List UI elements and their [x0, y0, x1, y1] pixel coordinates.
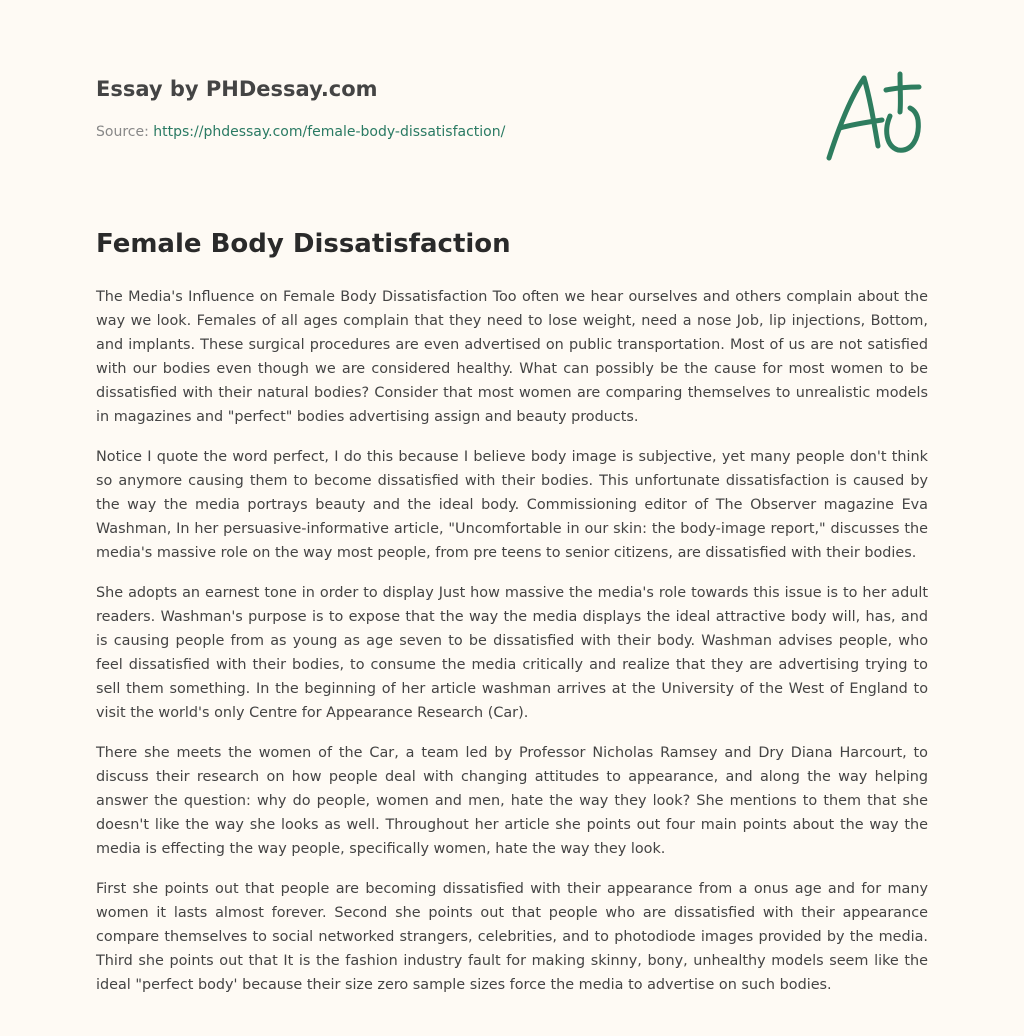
source-link[interactable]: https://phdessay.com/female-body-dissatisfaction/ [153, 124, 506, 140]
paragraph: She adopts an earnest tone in order to display Just how massive the media's role towards this issue is to her adult readers. Washman's purpose is to expose that the way the media displays the ideal attractive body will, has, and is causing people from as young as age seven to be dissatisfied with their body. Washman advises people, who feel dissatisfied with their bodies, to consume the media critically and realize that they are advertising trying to sell them something. In the beginning of her article washman arrives at the University of the West of England to visit the world's only Centre for Appearance Research (Car). [96, 585, 928, 721]
a-plus-grade-logo-icon [820, 68, 930, 164]
paragraph: There she meets the women of the Car, a team led by Professor Nicholas Ramsey and Dry Diana Harcourt, to discuss their research on how people deal with changing attitudes to appearance, and along the way helping answer the question: why do people, women and men, hate the way they look? She mentions to them that she doesn't like the way she looks as well. Throughout her article she points out four main points about the way the media is effecting the way people, specifically women, hate the way they look. [96, 745, 928, 857]
source-line [96, 122, 796, 142]
paragraph: The Media's Influence on Female Body Dissatisfaction Too often we hear ourselves and others complain about the way we look. Females of all ages complain that they need to lose weight, need a nose Job, lip injections, Bottom, and implants. These surgical procedures are even advertised on public transportation. Most of us are not satisfied with our bodies even though we are considered healthy. What can possibly be the cause for most women to be dissatisfied with their natural bodies? Consider that most women are comparing themselves to unrealistic models in magazines and "perfect" bodies advertising assign and beauty products. [96, 289, 928, 425]
essay-body [96, 285, 928, 1013]
paragraph: First she points out that people are becoming dissatisfied with their appearance from a onus age and for many women it lasts almost forever. Second she points out that people who are dissatisfied with their appearance compare themselves to social networked strangers, celebrities, and to photodiode images provided by the media. Third she points out that It is the fashion industry fault for making skinny, bony, unhealthy models seem like the ideal "perfect body' because their size zero sample sizes force the media to advertise on such bodies. [96, 881, 928, 993]
paragraph: Notice I quote the word perfect, I do this because I believe body image is subjective, yet many people don't think so anymore causing them to become dissatisfied with their bodies. This unfortunate dissatisfaction is caused by the way the media portrays beauty and the ideal body. Commissioning editor of The Observer magazine Eva Washman, In her persuasive-informative article, "Uncomfortable in our skin: the body-image report," discusses the media's massive role on the way most people, from pre teens to senior citizens, are dissatisfied with their bodies. [96, 449, 928, 561]
header [96, 74, 796, 142]
site-brand: Essay by PHDessay.com [96, 77, 378, 101]
source-label: Source: [96, 124, 154, 140]
essay-title: Female Body Dissatisfaction [96, 229, 511, 259]
